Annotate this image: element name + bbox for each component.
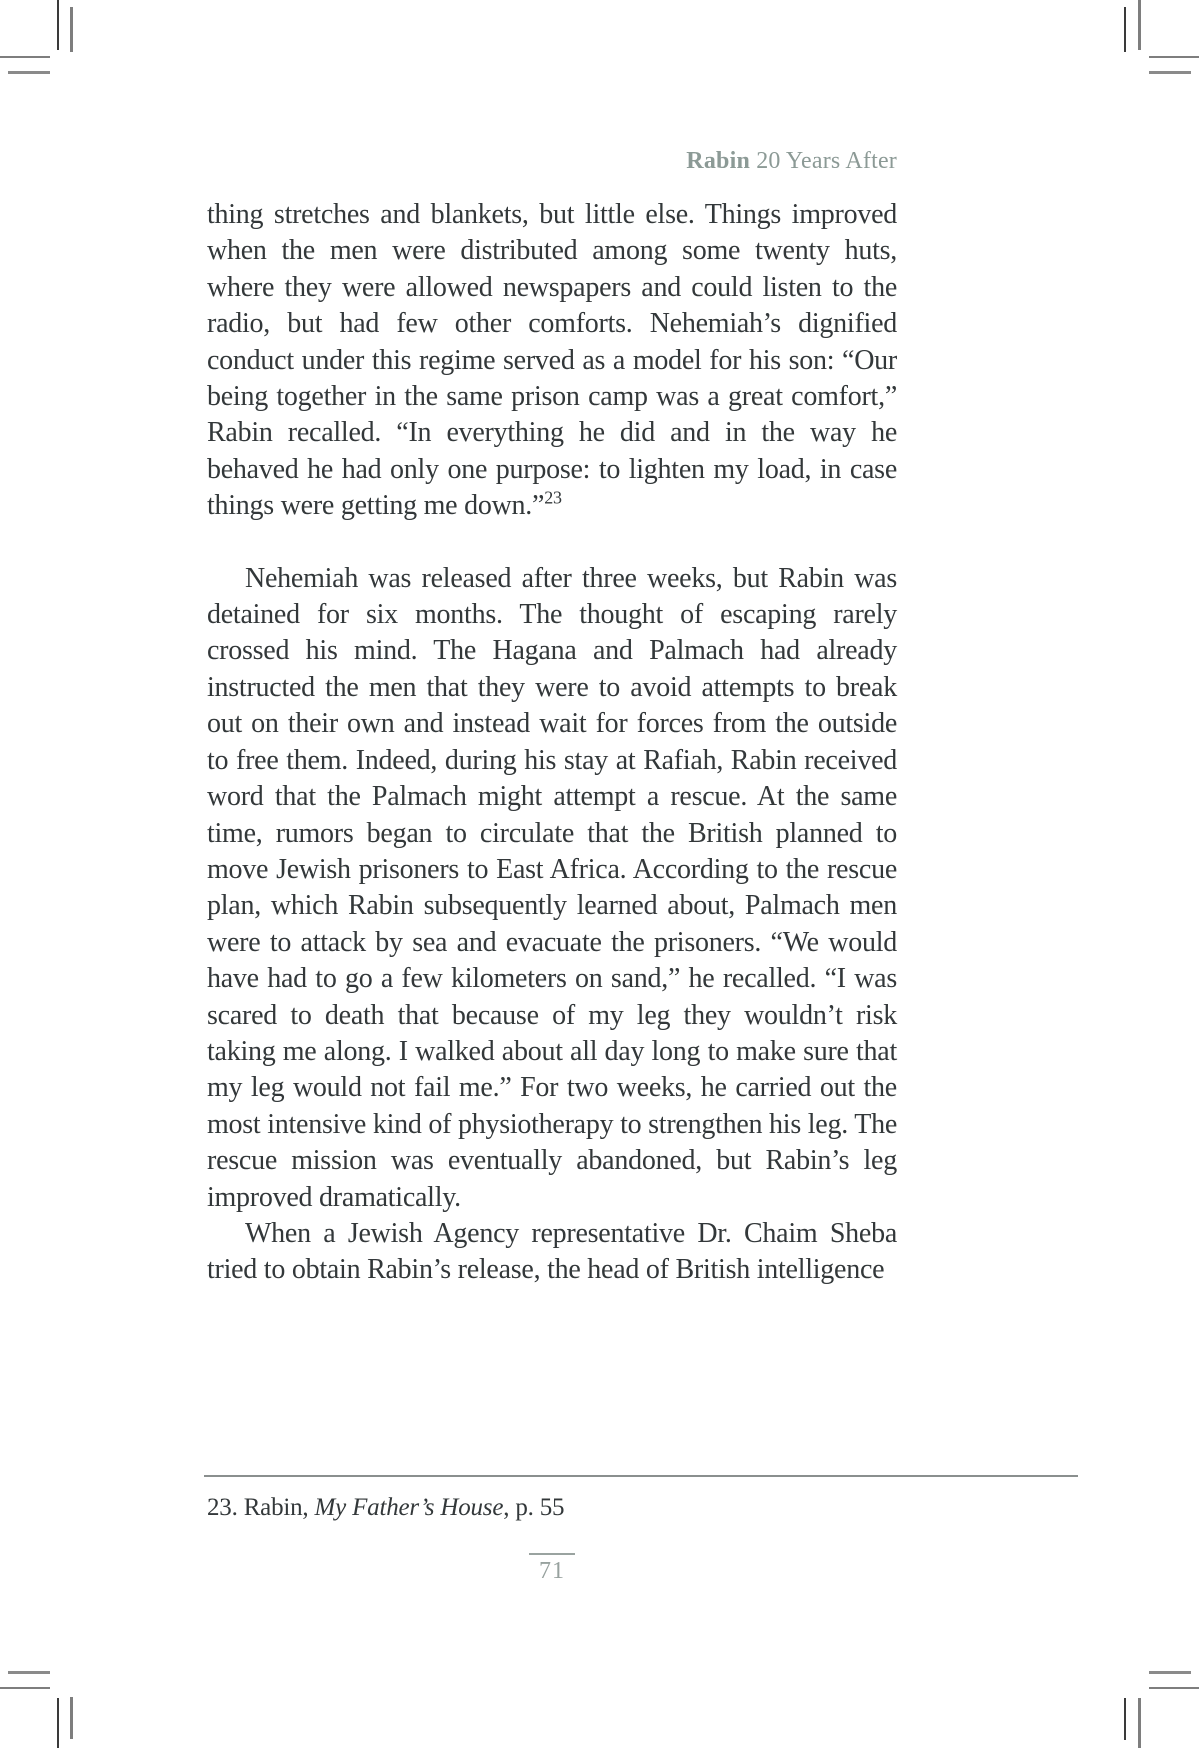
crop-mark-top-right-vertical-1 xyxy=(1124,7,1126,52)
running-header-subtitle: 20 Years After xyxy=(750,148,897,174)
paragraph-3: When a Jewish Agency representative Dr. Chaim Sheba tried to obtain Rabin’s release, the head of British intelligence xyxy=(207,1217,897,1286)
footnote-book-title: My Father’s House xyxy=(314,1494,504,1521)
crop-mark-bottom-right-vertical-2 xyxy=(1138,1698,1141,1748)
footnote-reference-23: 23 xyxy=(544,487,562,508)
footnote-23 xyxy=(207,1494,1078,1522)
crop-mark-top-right-vertical-2 xyxy=(1138,0,1141,50)
crop-mark-top-right-horizontal-2 xyxy=(1149,71,1191,74)
crop-mark-bottom-right-horizontal-2 xyxy=(1149,1687,1199,1689)
crop-mark-bottom-left-vertical-2 xyxy=(70,1697,73,1739)
crop-mark-top-left-horizontal-2 xyxy=(8,71,50,74)
paragraph-2: Nehemiah was released after three weeks, but Rabin was detained for six months. The thought of escaping rarely crossed his mind. The Hagana and Palmach had already instructed the men that they were to avoid attempts to break out on their own and instead wait for forces from the outside to free them. Indeed, during his stay at Rafiah, Rabin received word that the Palmach might attempt a rescue. At the same time, rumors began to circulate that the British planned to move Jewish prisoners to East Africa. According to the rescue plan, which Rabin subsequently learned about, Palmach men were to attack by sea and evacuate the prisoners. “We would have had to go a few kilometers on sand,” he recalled. “I was scared to death that because of my leg they wouldn’t risk taking me along. I walked about all day long to make sure that my leg would not fail me.” For two weeks, he carried out the most intensive kind of physiotherapy to strengthen his leg. The rescue mission was eventually abandoned, but Rabin’s leg improved dramatically. xyxy=(207,562,897,1213)
crop-mark-top-left-vertical-2 xyxy=(70,7,73,52)
running-header xyxy=(207,148,897,175)
crop-mark-bottom-right-horizontal-1 xyxy=(1149,1671,1191,1674)
crop-mark-top-left-vertical-1 xyxy=(57,0,59,50)
footnote-separator-rule xyxy=(204,1475,1078,1477)
folio-overline xyxy=(529,1553,575,1555)
footnote-suffix: , p. 55 xyxy=(503,1494,565,1521)
folio xyxy=(207,1553,897,1585)
crop-mark-top-left-horizontal-1 xyxy=(0,56,50,58)
paragraph-1-text: thing stretches and blankets, but little else. Things improved when the men were distributed among some twenty huts, where they were allowed newspapers and could listen to the radio, but had few other comforts. Nehemiah’s dignified conduct under this regime served as a model for his son: “Our being together in the same prison camp was a great comfort,” Rabin recalled. “In everything he did and in the way he behaved he had only one purpose: to lighten my load, in case things were getting me down.” xyxy=(207,199,897,522)
running-header-book-title: Rabin xyxy=(686,148,750,174)
crop-mark-top-right-horizontal-1 xyxy=(1149,56,1199,58)
page-body xyxy=(207,197,897,1289)
page-number: 71 xyxy=(539,1558,565,1584)
paragraph-1 xyxy=(207,197,897,525)
crop-mark-bottom-left-horizontal-2 xyxy=(0,1687,50,1689)
footnote-prefix: 23. Rabin, xyxy=(207,1494,315,1521)
crop-mark-bottom-left-vertical-1 xyxy=(57,1698,59,1748)
crop-mark-bottom-right-vertical-1 xyxy=(1124,1698,1126,1740)
crop-mark-bottom-left-horizontal-1 xyxy=(8,1671,50,1674)
